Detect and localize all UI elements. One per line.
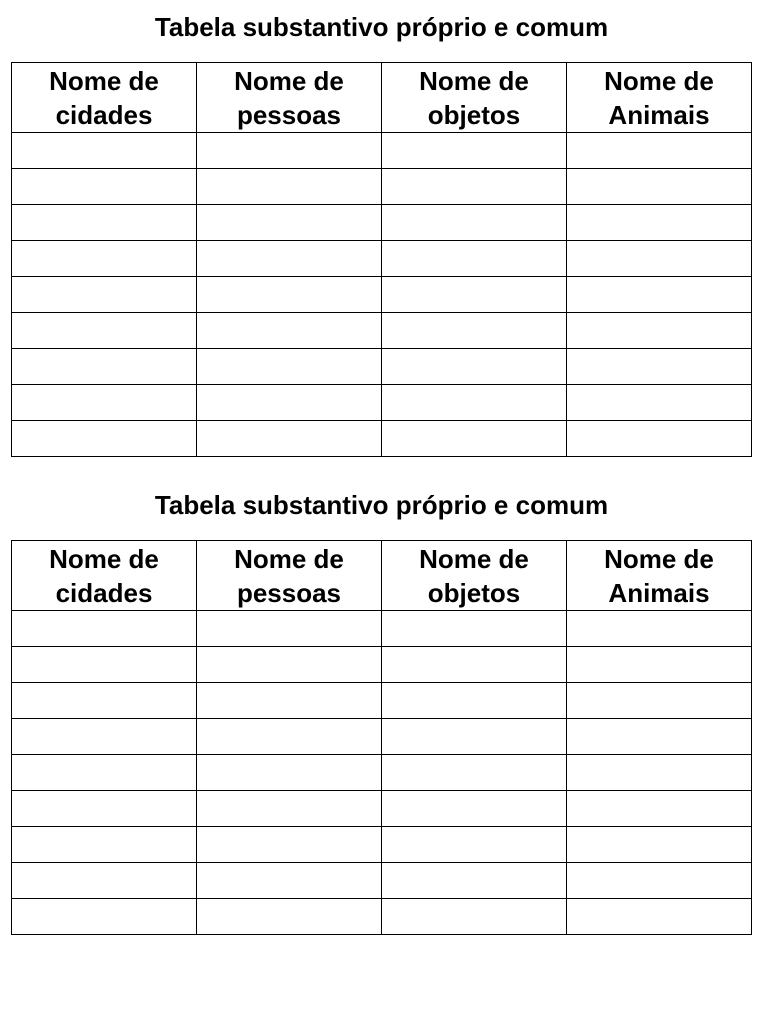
header-row: [12, 63, 752, 133]
blank-cell: [567, 205, 752, 241]
blank-cell: [382, 169, 567, 205]
header-line: Nome de: [234, 65, 344, 96]
blank-cell: [567, 827, 752, 863]
header-line: pessoas: [236, 577, 342, 608]
blank-cell: [567, 755, 752, 791]
blank-cell: [12, 791, 197, 827]
blank-cell: [382, 719, 567, 755]
header-line: Nome de: [419, 543, 529, 574]
table-row: [12, 421, 752, 457]
worksheet-section-1: [11, 8, 752, 457]
blank-cell: [197, 863, 382, 899]
header-line: Nome de: [604, 65, 714, 96]
blank-cell: [382, 313, 567, 349]
table-row: [12, 719, 752, 755]
blank-cell: [12, 719, 197, 755]
blank-cell: [382, 421, 567, 457]
table-row: [12, 647, 752, 683]
table-row: [12, 899, 752, 935]
header-cell-animais: [567, 541, 752, 611]
table-row: [12, 205, 752, 241]
table-row: [12, 133, 752, 169]
blank-cell: [382, 349, 567, 385]
blank-cell: [197, 133, 382, 169]
blank-cell: [12, 755, 197, 791]
blank-cell: [567, 611, 752, 647]
header-cell-objetos: [382, 63, 567, 133]
header-line: Nome de: [419, 65, 529, 96]
blank-cell: [567, 863, 752, 899]
header-line: Nome de: [604, 543, 714, 574]
blank-cell: [382, 277, 567, 313]
header-cell-pessoas: [197, 63, 382, 133]
table-row: [12, 313, 752, 349]
header-line: pessoas: [236, 99, 342, 130]
blank-cell: [12, 863, 197, 899]
blank-cell: [567, 349, 752, 385]
blank-cell: [197, 683, 382, 719]
header-row: [12, 541, 752, 611]
blank-cell: [382, 385, 567, 421]
blank-cell: [197, 205, 382, 241]
header-line: Nome de: [49, 543, 159, 574]
header-line: Nome de: [234, 543, 344, 574]
blank-cell: [12, 611, 197, 647]
worksheet-section-2: [11, 486, 752, 935]
blank-cell: [382, 827, 567, 863]
blank-cell: [197, 827, 382, 863]
blank-cell: [382, 755, 567, 791]
header-cell-cidades: [12, 63, 197, 133]
header-cell-pessoas: [197, 541, 382, 611]
blank-cell: [12, 827, 197, 863]
blank-cell: [197, 313, 382, 349]
header-line: Animais: [608, 577, 710, 608]
blank-cell: [197, 277, 382, 313]
blank-cell: [382, 899, 567, 935]
blank-cell: [12, 205, 197, 241]
blank-cell: [12, 169, 197, 205]
blank-cell: [567, 791, 752, 827]
blank-cell: [197, 169, 382, 205]
blank-cell: [567, 385, 752, 421]
blank-cell: [12, 133, 197, 169]
table-row: [12, 349, 752, 385]
blank-cell: [12, 385, 197, 421]
table-row: [12, 791, 752, 827]
blank-cell: [12, 683, 197, 719]
blank-cell: [382, 241, 567, 277]
blank-cell: [197, 791, 382, 827]
header-line: cidades: [55, 577, 153, 608]
blank-cell: [382, 683, 567, 719]
header-line: Animais: [608, 99, 710, 130]
blank-cell: [567, 277, 752, 313]
table-row: [12, 385, 752, 421]
blank-cell: [197, 611, 382, 647]
blank-cell: [382, 611, 567, 647]
header-line: objetos: [427, 577, 521, 608]
blank-cell: [567, 683, 752, 719]
blank-cell: [12, 647, 197, 683]
blank-cell: [197, 899, 382, 935]
blank-cell: [197, 349, 382, 385]
table-row: [12, 863, 752, 899]
blank-cell: [12, 313, 197, 349]
blank-cell: [567, 421, 752, 457]
blank-cell: [197, 647, 382, 683]
blank-cell: [382, 133, 567, 169]
blank-cell: [567, 647, 752, 683]
table-title: Tabela substantivo próprio e comum: [154, 12, 609, 42]
blank-cell: [12, 421, 197, 457]
blank-cell: [197, 719, 382, 755]
header-line: Nome de: [49, 65, 159, 96]
blank-cell: [12, 349, 197, 385]
blank-cell: [382, 647, 567, 683]
header-cell-cidades: [12, 541, 197, 611]
header-line: objetos: [427, 99, 521, 130]
blank-cell: [567, 169, 752, 205]
blank-cell: [567, 313, 752, 349]
blank-cell: [197, 755, 382, 791]
blank-cell: [567, 241, 752, 277]
table-title: Tabela substantivo próprio e comum: [154, 490, 609, 520]
table-row: [12, 277, 752, 313]
table-row: [12, 611, 752, 647]
header-cell-objetos: [382, 541, 567, 611]
table-row: [12, 827, 752, 863]
blank-cell: [197, 241, 382, 277]
blank-cell: [382, 791, 567, 827]
blank-cell: [12, 899, 197, 935]
blank-cell: [12, 241, 197, 277]
blank-cell: [382, 863, 567, 899]
table-row: [12, 241, 752, 277]
table-body: [12, 611, 752, 935]
noun-table: [11, 62, 752, 457]
table-row: [12, 169, 752, 205]
table-body: [12, 133, 752, 457]
header-cell-animais: [567, 63, 752, 133]
blank-cell: [12, 277, 197, 313]
blank-cell: [567, 719, 752, 755]
blank-cell: [197, 385, 382, 421]
table-row: [12, 683, 752, 719]
noun-table: [11, 540, 752, 935]
blank-cell: [567, 133, 752, 169]
table-row: [12, 755, 752, 791]
blank-cell: [382, 205, 567, 241]
header-line: cidades: [55, 99, 153, 130]
blank-cell: [567, 899, 752, 935]
blank-cell: [197, 421, 382, 457]
